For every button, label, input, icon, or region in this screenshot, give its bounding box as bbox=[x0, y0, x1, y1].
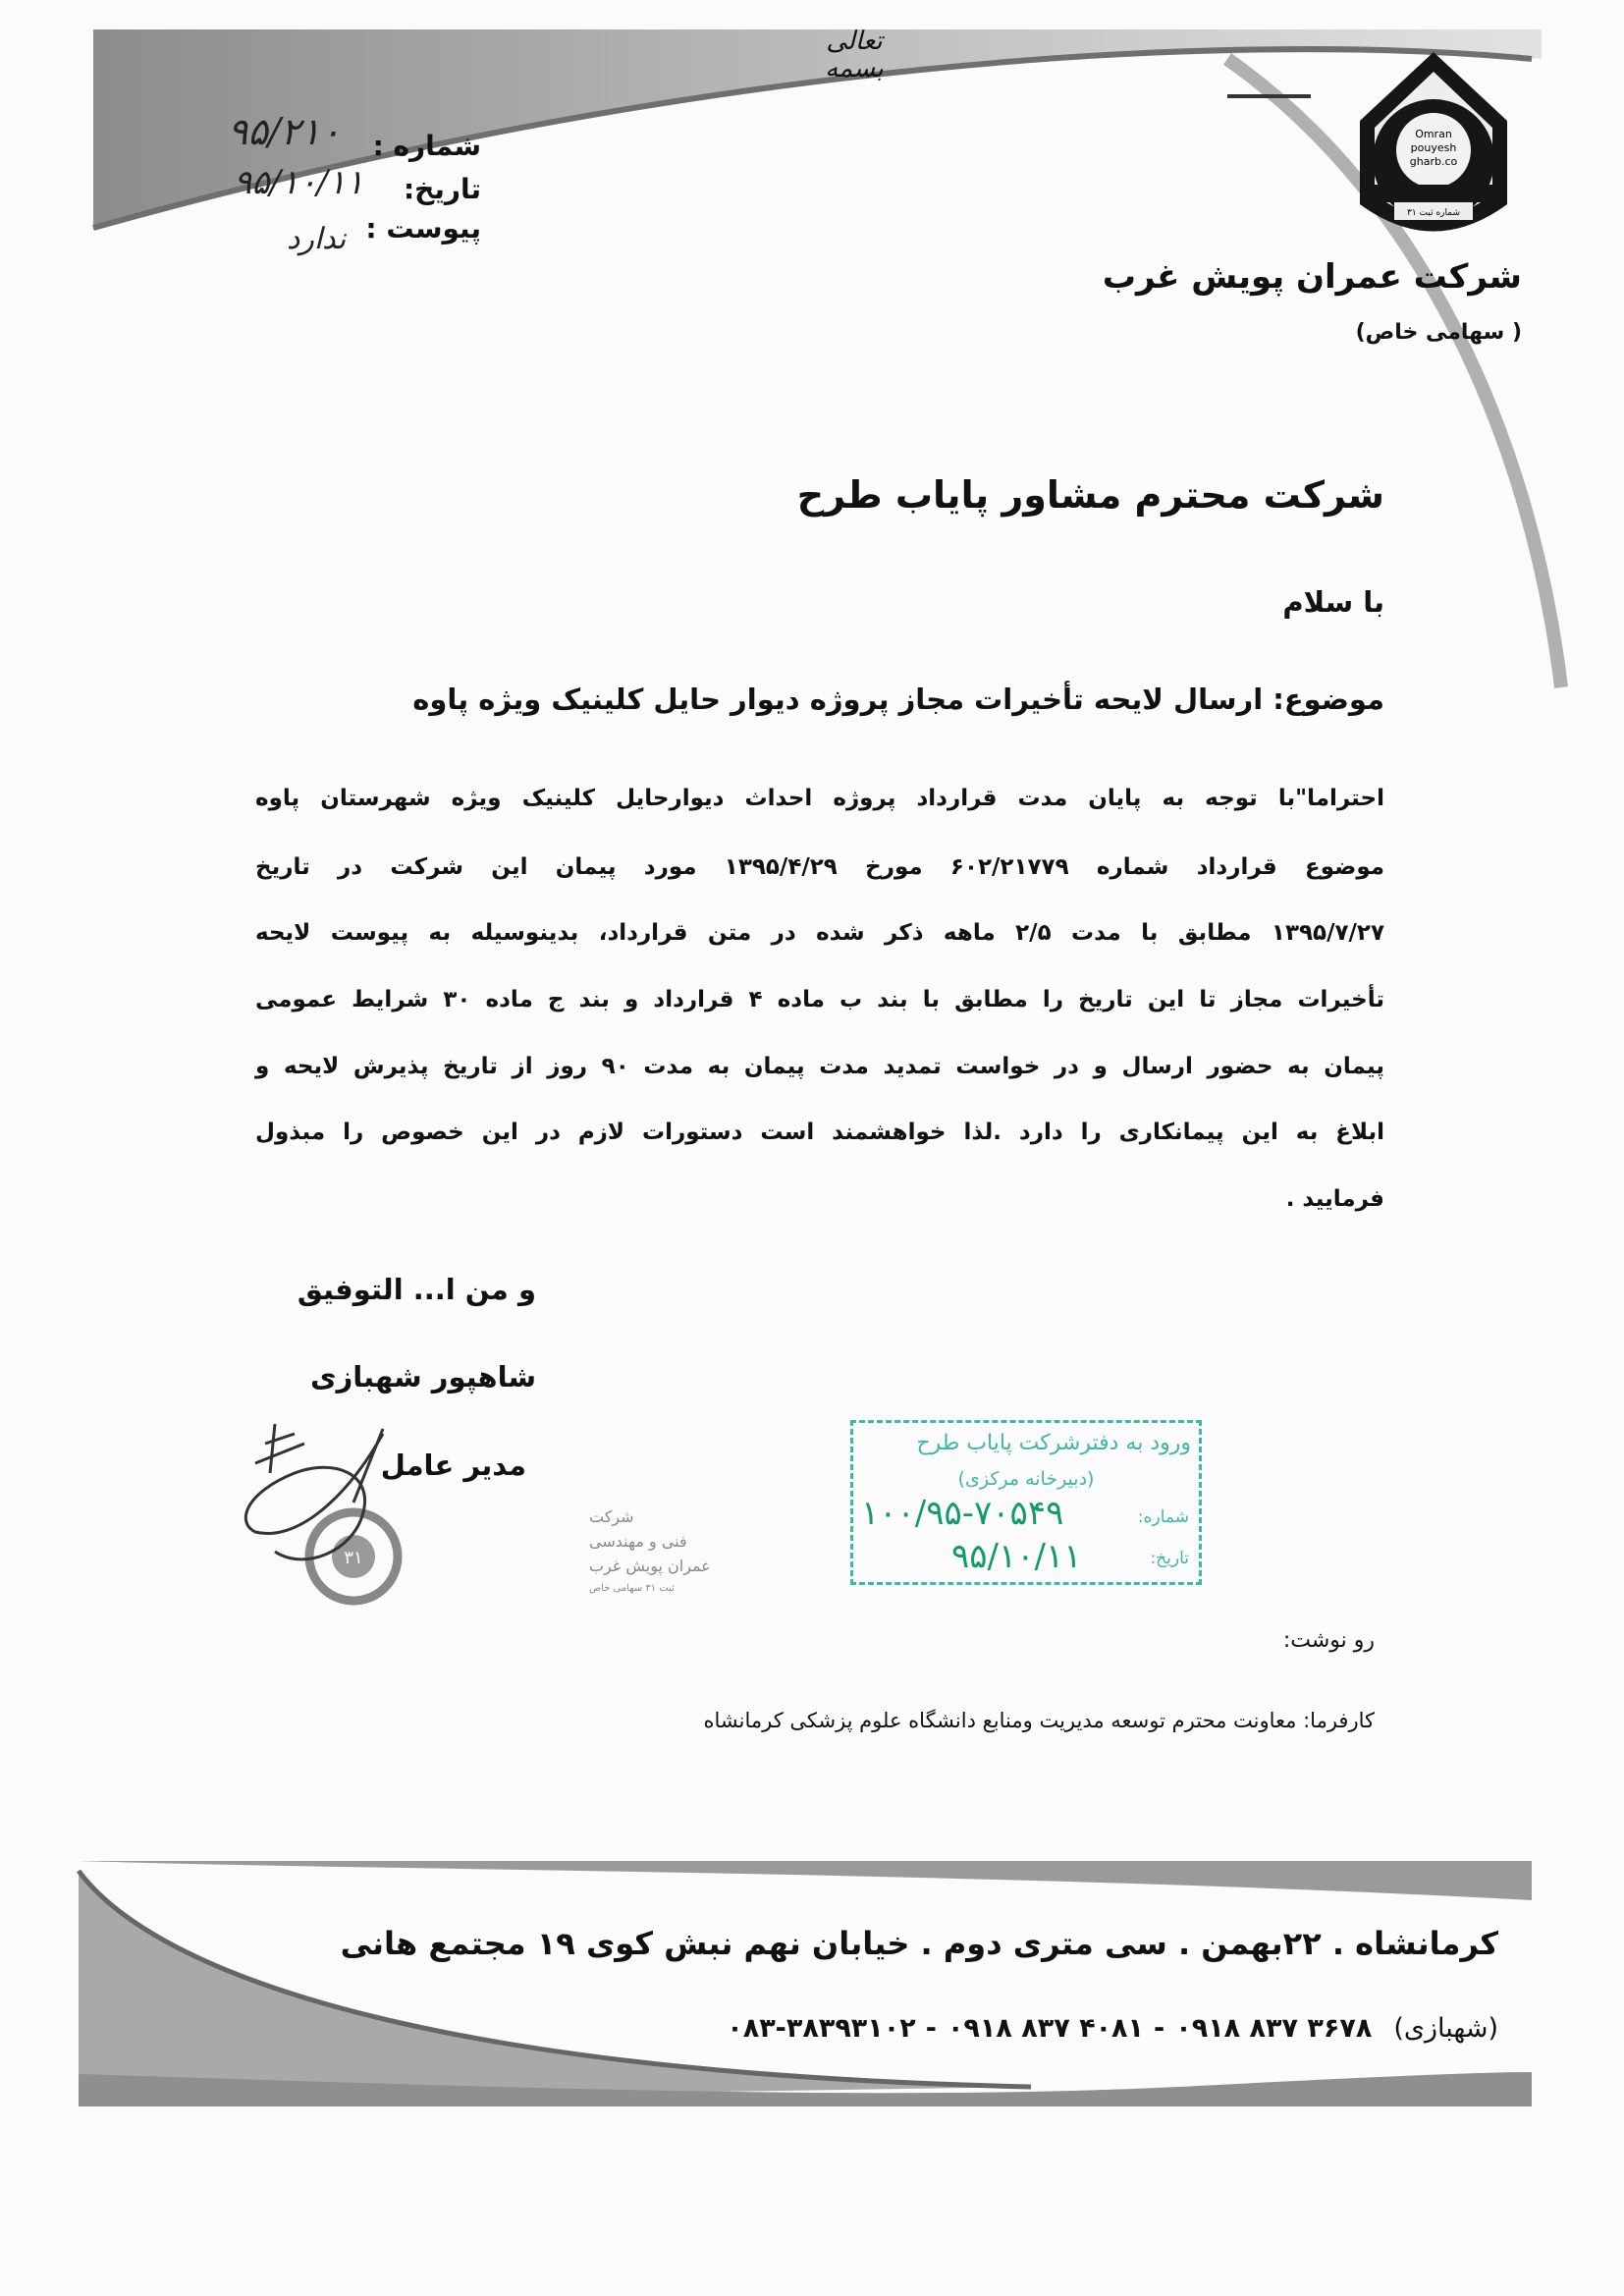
receipt-stamp bbox=[850, 1420, 1202, 1585]
seal-number: ۳۱ bbox=[344, 1548, 363, 1568]
number-value: ۹۵/۲۱۰ bbox=[228, 110, 341, 153]
bismillah-line-2: بسمه bbox=[825, 54, 884, 83]
company-type: ( سهامی خاص) bbox=[1355, 320, 1522, 345]
body-line: تأخیرات مجاز تا این تاریخ را مطابق با بند ب ماده ۴ قرارداد و بند ج ماده ۳۰ شرایط عمومی bbox=[255, 987, 1384, 1012]
subject-line: موضوع: ارسال لایحه تأخیرات مجاز پروژه دیوار حایل کلینیک ویژه پاوه bbox=[412, 683, 1384, 716]
body-line: احتراما"با توجه به پایان مدت قرارداد پروژه احداث دیوارحایل کلینیک ویژه شهرستان پاوه bbox=[255, 786, 1384, 811]
seal-text: فنی و مهندسی bbox=[589, 1532, 687, 1551]
separator: - bbox=[1154, 2013, 1166, 2044]
attachment-value: ندارد bbox=[287, 222, 347, 256]
company-logo bbox=[1335, 47, 1532, 258]
signature bbox=[236, 1414, 471, 1591]
footer-wedge bbox=[79, 1871, 1031, 2102]
company-name: شرکت عمران پویش غرب bbox=[1102, 257, 1522, 297]
date-label: تاریخ: bbox=[403, 173, 481, 205]
logo-text-3: gharb.co bbox=[1409, 155, 1458, 168]
signer-title: مدیر عامل bbox=[380, 1449, 526, 1482]
date-value: ۹۵/۱۰/۱۱ bbox=[234, 163, 364, 202]
phone-numbers bbox=[727, 2013, 1372, 2044]
phone-office: ۰۸۳-۳۸۳۹۳۱۰۲ bbox=[727, 2013, 916, 2044]
closing-phrase: و من ا... التوفیق bbox=[297, 1273, 536, 1306]
stamp-number-label: شماره: bbox=[1137, 1507, 1189, 1527]
cc-recipient: کارفرما: معاونت محترم توسعه مدیریت ومنابع دانشگاه علوم پزشکی کرمانشاه bbox=[703, 1709, 1375, 1732]
footer-address: کرمانشاه . ۲۲بهمن . سی متری دوم . خیابان نهم نبش کوی ۱۹ مجتمع هانی bbox=[340, 1925, 1498, 1962]
body-line: ابلاغ به این پیمانکاری را دارد .لذا خواهشمند است دستورات لازم در این خصوص را مبذول bbox=[255, 1120, 1384, 1145]
signer-name: شاهپور شهبازی bbox=[310, 1360, 536, 1394]
seal-text: شرکت bbox=[589, 1507, 634, 1526]
body-line: ۱۳۹۵/۷/۲۷ مطابق با مدت ۲/۵ ماهه ذکر شده در متن قرارداد، بدینوسیله به پیوست لایحه bbox=[255, 920, 1384, 946]
seal-text: ثبت ۳۱ سهامی خاص bbox=[589, 1583, 675, 1594]
number-label: شماره : bbox=[372, 130, 481, 162]
stamp-date-value: ۹۵/۱۰/۱۱ bbox=[951, 1537, 1082, 1576]
bismillah-line-1: تعالی bbox=[826, 27, 883, 56]
contact-name: (شهبازی) bbox=[1393, 2013, 1498, 2044]
body-line: پیمان به حضور ارسال و در خواست تمدید مدت پیمان به مدت ۹۰ روز از تاریخ پذیرش لایحه و bbox=[255, 1054, 1385, 1079]
phone-mobile-2: ۰۹۱۸ ۸۳۷ ۴۰۸۱ bbox=[947, 2013, 1145, 2044]
stamp-date-label: تاریخ: bbox=[1150, 1549, 1189, 1568]
stamp-subtitle: (دبیرخانه مرکزی) bbox=[957, 1468, 1095, 1490]
phone-mobile-1: ۰۹۱۸ ۸۳۷ ۳۶۷۸ bbox=[1175, 2013, 1373, 2044]
logo-text-2: pouyesh bbox=[1410, 141, 1457, 154]
footer-contact bbox=[727, 2013, 1498, 2044]
recipient-heading: شرکت محترم مشاور پایاب طرح bbox=[796, 473, 1384, 517]
logo-text-1: Omran bbox=[1415, 128, 1452, 140]
stamp-title: ورود به دفترشرکت پایاب طرح bbox=[916, 1431, 1191, 1455]
greeting: با سلام bbox=[1282, 585, 1384, 619]
logo-reg: شماره ثبت ۳۱ bbox=[1407, 208, 1460, 218]
seal-text: عمران پویش غرب bbox=[589, 1557, 711, 1575]
cc-label: رو نوشت: bbox=[1282, 1628, 1375, 1653]
footer-top-band bbox=[79, 1861, 1532, 1900]
attachment-label: پیوست : bbox=[365, 212, 481, 245]
body-line: موضوع قرارداد شماره ۶۰۲/۲۱۷۷۹ مورخ ۱۳۹۵/۴/۲۹ مورد پیمان این شرکت در تاریخ bbox=[255, 854, 1384, 880]
stamp-number-value: ۱۰۰/۹۵-۷۰۵۴۹ bbox=[861, 1494, 1064, 1533]
bismillah-heading bbox=[776, 27, 933, 82]
separator: - bbox=[925, 2013, 938, 2044]
body-line: فرمایید . bbox=[1285, 1186, 1384, 1212]
